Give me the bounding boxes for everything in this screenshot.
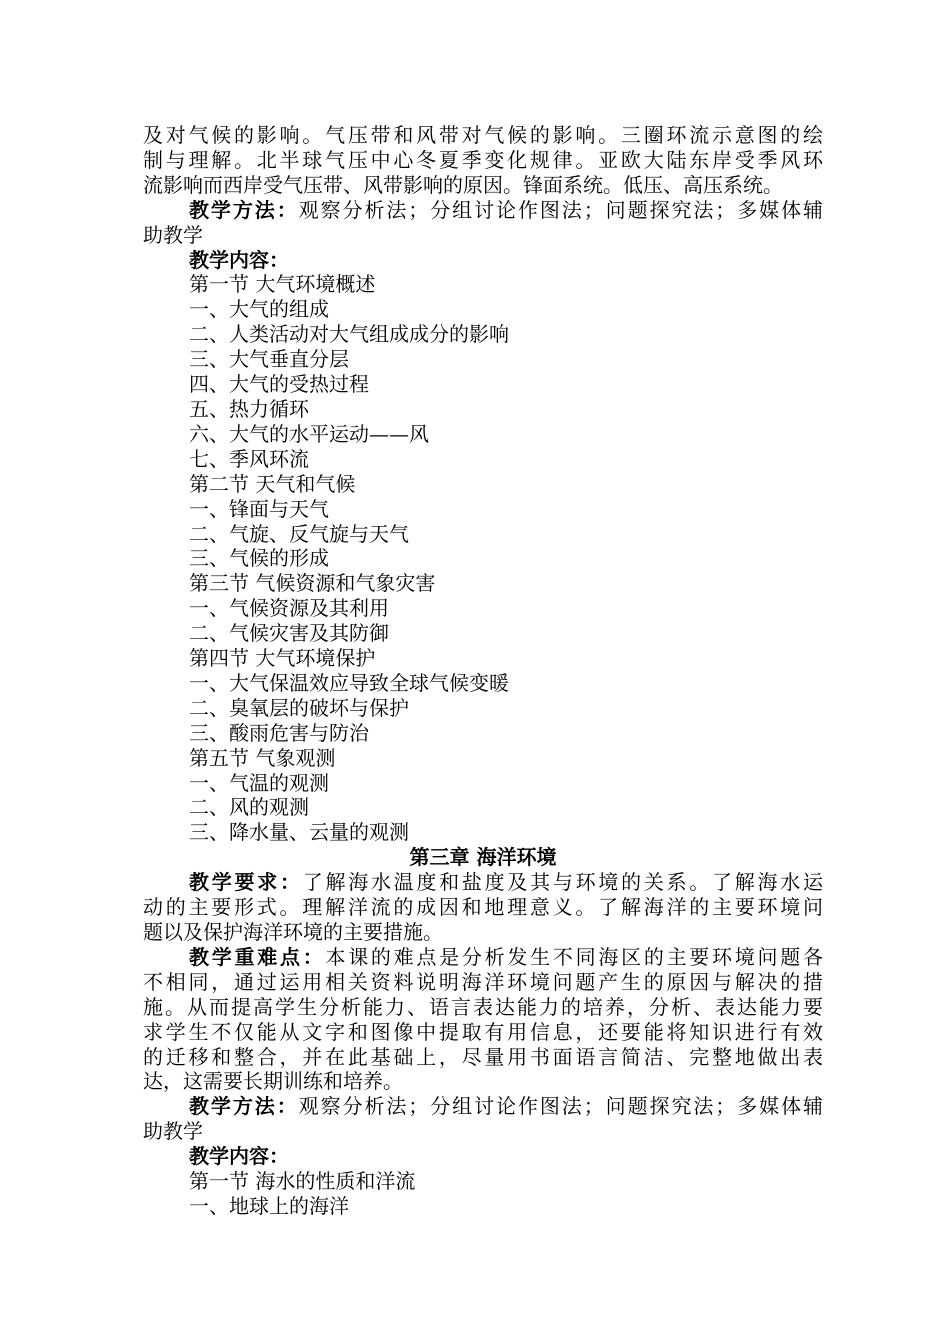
outline-item: 一、气候资源及其利用 <box>189 596 389 621</box>
ch3-method-label: 教学方法： <box>189 1094 299 1119</box>
ch3-difficulties-text: 本课的难点是分析发生不同海区的主要环境问题各 <box>325 944 824 969</box>
outline-item: 一、地球上的海洋 <box>189 1193 349 1218</box>
ch3-difficulties-line-6: 达，这需要长期训练和培养。 <box>143 1069 403 1094</box>
ch3-method-line-2: 助教学 <box>143 1119 203 1144</box>
intro-line-2: 制与理解。北半球气压中心冬夏季变化规律。亚欧大陆东岸受季风环 <box>143 147 823 172</box>
outline-item: 第一节 海水的性质和洋流 <box>189 1169 416 1194</box>
intro-line-1: 及对气候的影响。气压带和风带对气候的影响。三圈环流示意图的绘 <box>143 123 823 147</box>
ch2-method-line-2: 助教学 <box>143 222 203 247</box>
outline-item: 第三节 气候资源和气象灾害 <box>189 571 436 596</box>
outline-item: 二、气旋、反气旋与天气 <box>189 521 409 546</box>
ch3-outline-list <box>143 1169 823 1219</box>
outline-item: 第四节 大气环境保护 <box>189 646 376 671</box>
ch3-difficulties-line-2: 不相同，通过运用相关资料说明海洋环境问题产生的原因与解决的措 <box>143 969 823 994</box>
outline-item: 二、臭氧层的破坏与保护 <box>189 695 409 720</box>
ch2-method-text: 观察分析法；分组讨论作图法；问题探究法；多媒体辅 <box>298 197 824 222</box>
outline-item: 三、大气垂直分层 <box>189 347 349 372</box>
ch3-method-text: 观察分析法；分组讨论作图法；问题探究法；多媒体辅 <box>298 1094 824 1119</box>
ch3-requirements-label: 教学要求： <box>189 870 303 895</box>
outline-item: 第五节 气象观测 <box>189 745 336 770</box>
ch3-requirements-text: 了解海水温度和盐度及其与环境的关系。了解海水运 <box>302 870 824 895</box>
outline-item: 二、风的观测 <box>189 795 309 820</box>
ch3-difficulties-line-3: 施。从而提高学生分析能力、语言表达能力的培养，分析、表达能力要 <box>143 994 823 1019</box>
outline-item: 第二节 天气和气候 <box>189 471 356 496</box>
outline-item: 六、大气的水平运动——风 <box>189 421 429 446</box>
ch3-content-label: 教学内容： <box>189 1144 289 1169</box>
ch3-method-line-1 <box>143 1094 823 1119</box>
ch3-difficulties-line-5: 的迁移和整合，并在此基础上，尽量用书面语言简洁、完整地做出表 <box>143 1044 823 1069</box>
ch2-outline-list <box>143 272 823 845</box>
intro-line-3: 流影响而西岸受气压带、风带影响的原因。锋面系统。低压、高压系统。 <box>143 172 783 197</box>
ch3-difficulties-label: 教学重难点： <box>189 944 326 969</box>
outline-item: 五、热力循环 <box>189 396 309 421</box>
outline-item: 二、人类活动对大气组成成分的影响 <box>189 322 509 347</box>
outline-item: 二、气候灾害及其防御 <box>189 621 389 646</box>
outline-item: 一、锋面与天气 <box>189 496 329 521</box>
ch3-difficulties-line-4: 求学生不仅能从文字和图像中提取有用信息，还要能将知识进行有效 <box>143 1019 823 1044</box>
outline-item: 一、大气保温效应导致全球气候变暖 <box>189 670 509 695</box>
ch3-requirements-line-1 <box>143 870 823 895</box>
outline-item: 三、气候的形成 <box>189 546 329 571</box>
chapter-title: 第三章 海洋环境 <box>409 845 557 870</box>
outline-item: 三、酸雨危害与防治 <box>189 720 369 745</box>
ch2-method-line-1 <box>143 198 823 223</box>
ch3-requirements-line-3: 题以及保护海洋环境的主要措施。 <box>143 920 443 944</box>
outline-item: 一、气温的观测 <box>189 770 329 795</box>
ch2-method-label: 教学方法： <box>189 197 299 222</box>
ch3-requirements-line-2: 动的主要形式。理解洋流的成因和地理意义。了解海洋的主要环境问 <box>143 895 823 920</box>
ch2-content-label: 教学内容： <box>189 247 289 272</box>
ch3-difficulties-line-1 <box>143 945 823 970</box>
outline-item: 第一节 大气环境概述 <box>189 272 376 297</box>
outline-item: 四、大气的受热过程 <box>189 372 369 397</box>
outline-item: 一、大气的组成 <box>189 297 329 322</box>
outline-item: 三、降水量、云量的观测 <box>189 820 409 845</box>
document-page <box>143 123 823 1219</box>
outline-item: 七、季风环流 <box>189 446 309 471</box>
